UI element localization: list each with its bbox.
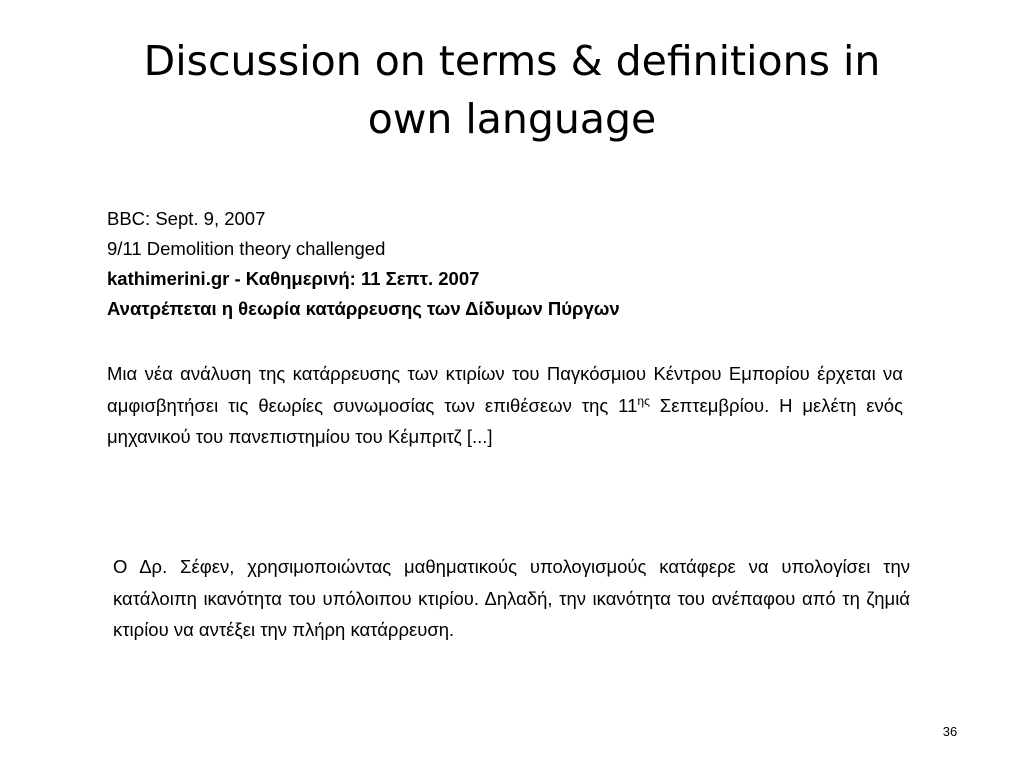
kathimerini-date-line: kathimerini.gr - Καθημερινή: 11 Σεπτ. 2007 bbox=[107, 268, 480, 289]
paragraph-1-text-start: Μια νέα ανάλυση της κατάρρευσης των κτιρίων του Παγκόσμιου Κέντρου Εμπορίου έρχεται να αμφισβητήσει τις θεωρίες συνωμοσίας των επιθέσεων της 11 bbox=[107, 363, 903, 416]
ordinal-superscript: ης bbox=[637, 393, 650, 408]
kathimerini-headline: Ανατρέπεται η θεωρία κατάρρευσης των Δίδυμων Πύργων bbox=[107, 298, 620, 319]
slide-title-line-1: Discussion on terms & definitions in bbox=[143, 37, 881, 85]
article-header bbox=[107, 204, 907, 324]
bbc-headline: 9/11 Demolition theory challenged bbox=[107, 238, 386, 259]
article-paragraph-2: Ο Δρ. Σέφεν, χρησιμοποιώντας μαθηματικούς υπολογισμούς κατάφερε να υπολογίσει την κατάλοιπη ικανότητα του υπόλοιπου κτιρίου. Δηλαδή, την ικανότητα του ανέπαφου από τη ζημιά κτιρίου να αντέξει την πλήρη κατάρρευση. bbox=[113, 556, 910, 640]
article-paragraph-1 bbox=[107, 358, 903, 453]
page-number: 36 bbox=[942, 724, 958, 739]
slide-title-line-2: own language bbox=[367, 95, 657, 143]
bbc-date-line: BBC: Sept. 9, 2007 bbox=[107, 208, 266, 229]
slide-title bbox=[60, 32, 964, 148]
paragraph-1-text-end: Σεπτεμβρίου. Η μελέτη ενός μηχανικού του πανεπιστημίου του Κέμπριτζ [...] bbox=[107, 394, 904, 447]
